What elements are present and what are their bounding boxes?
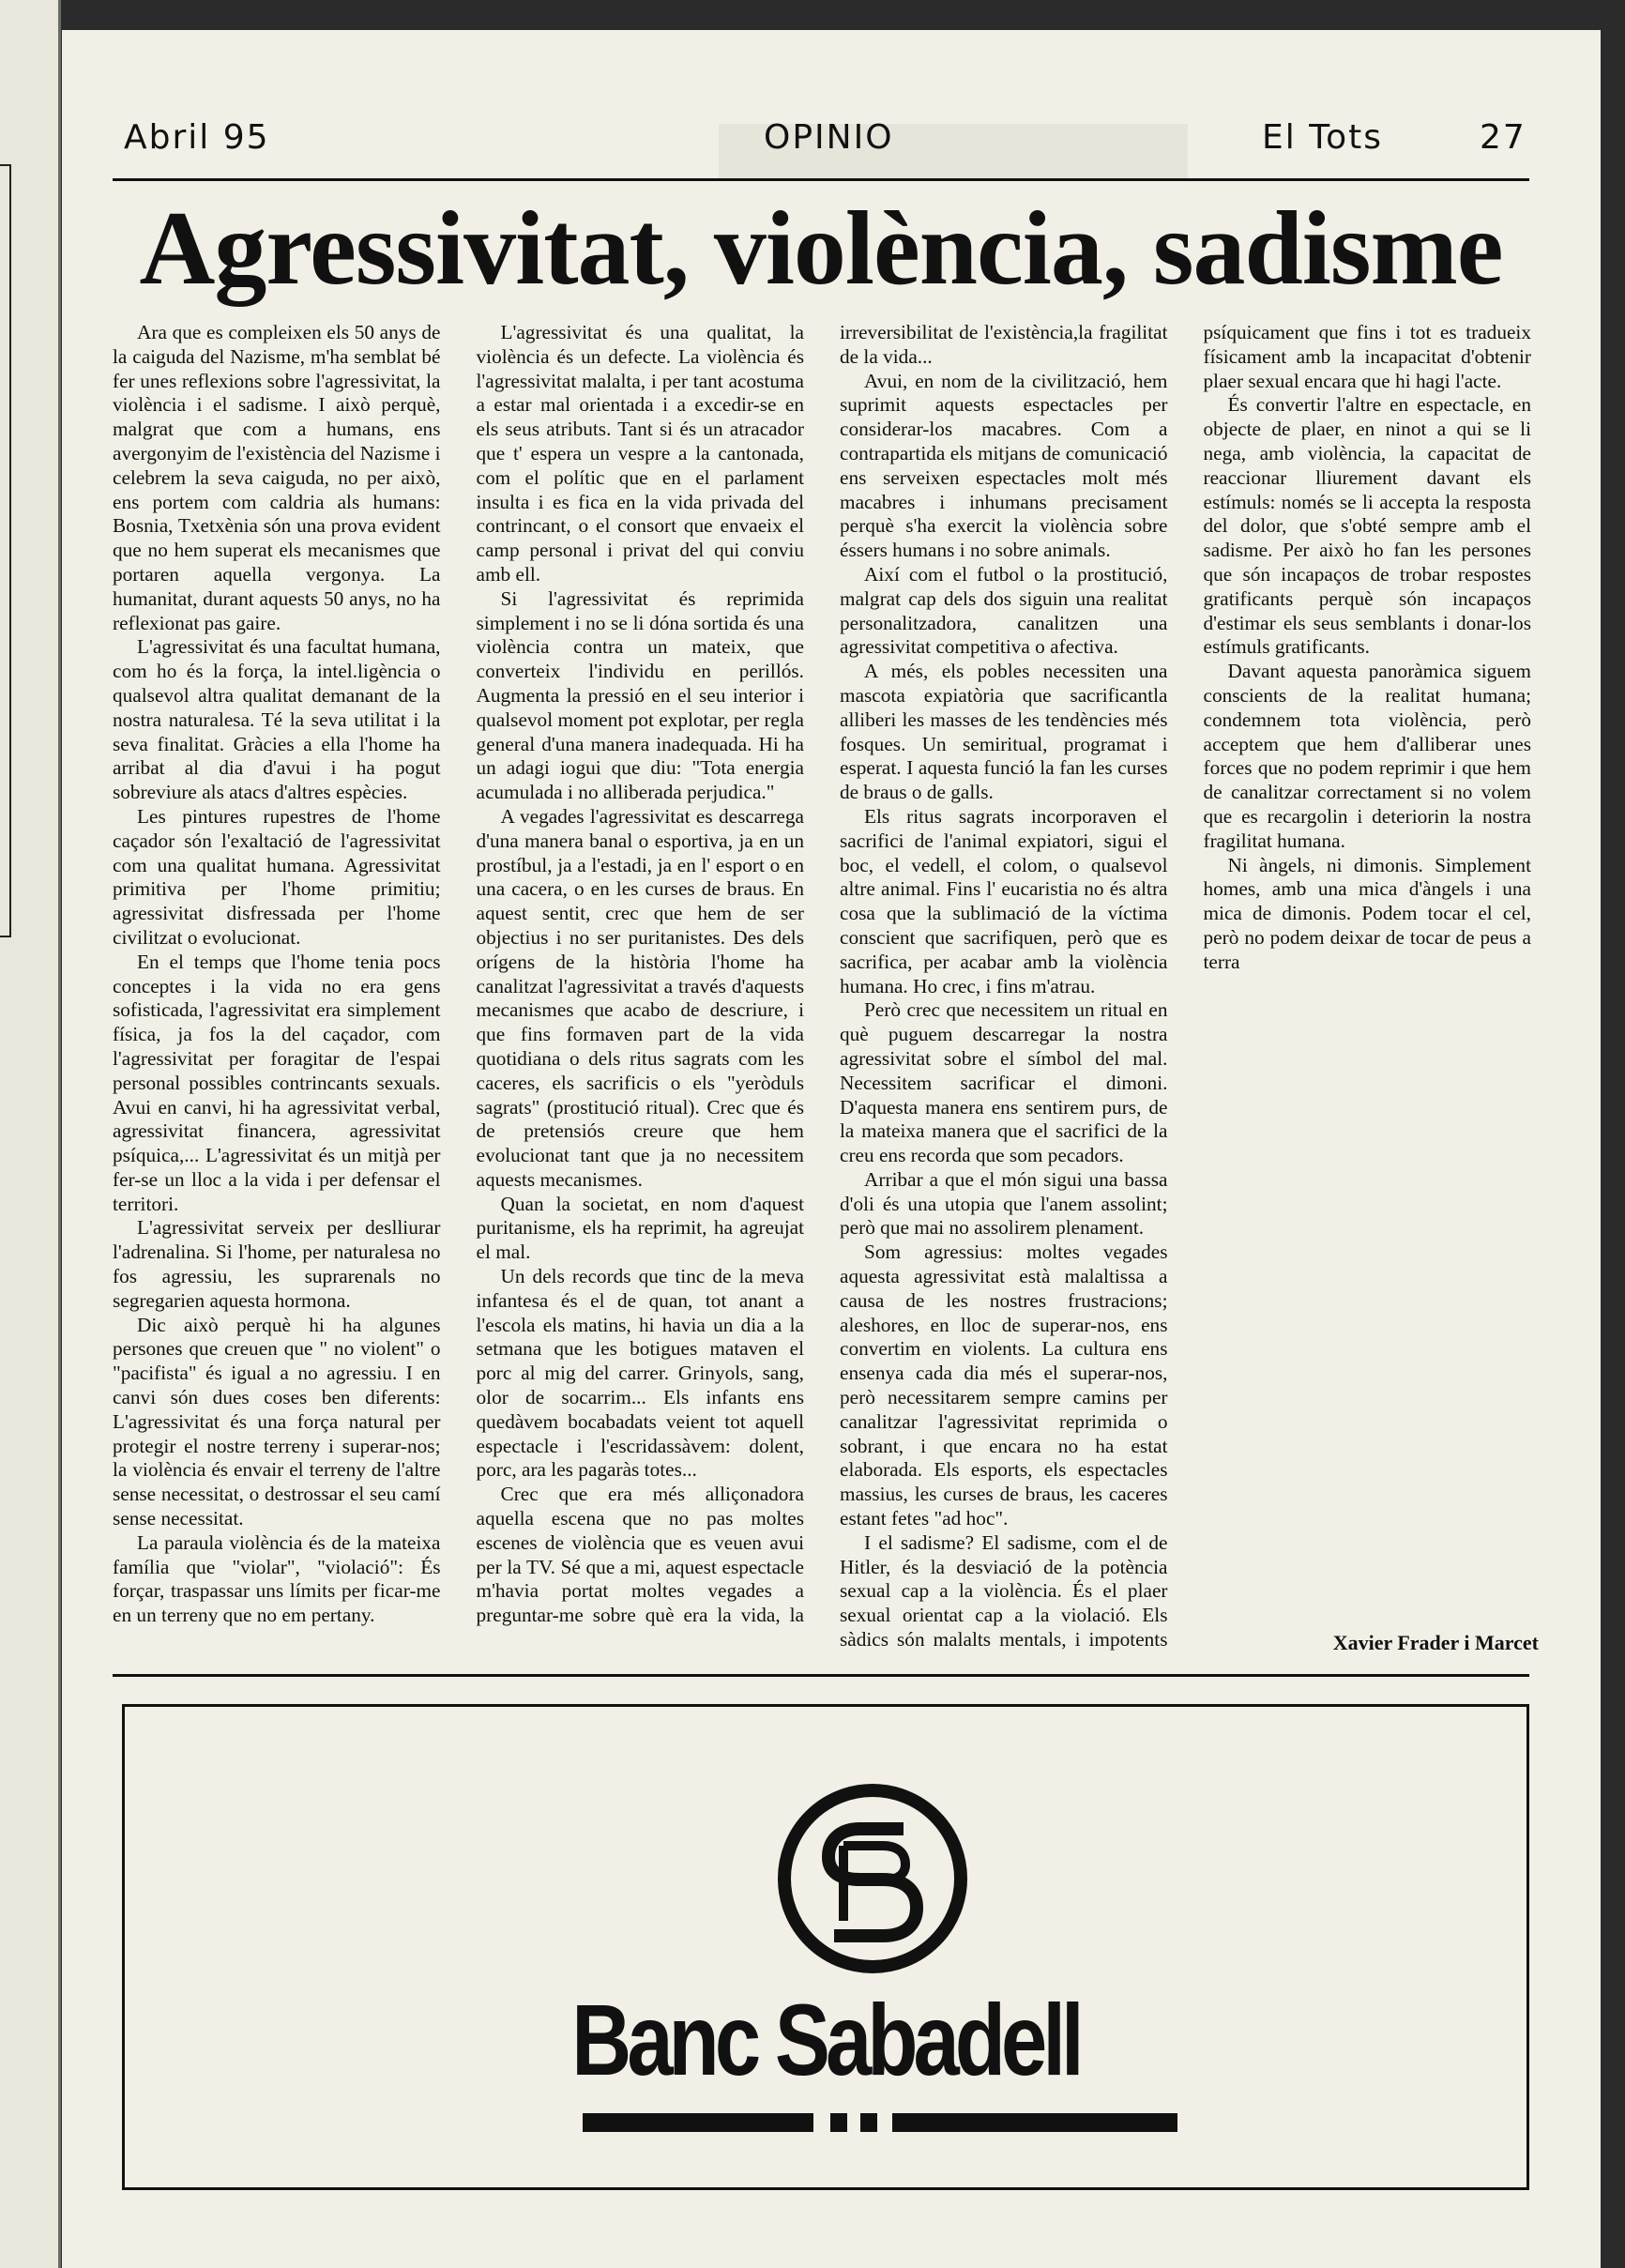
article-paragraph: Dic això perquè hi ha algunes persones que creuen que " no violent" o "pacifista" és igual a no agressiu. I en canvi són dues coses ben diferents: L'agressivitat és una força natural per protegir el nostre terreny i superar-nos; la violència és envair el terreny de l'altre sense necessitat, o destrossar el seu camí sense necessitat. bbox=[113, 1313, 441, 1530]
facing-page-edge bbox=[0, 0, 61, 2268]
article-paragraph: Els ritus sagrats incorporaven el sacrifici de l'animal expiatori, sigui el boc, el vedell, el colom, o qualsevol altre animal. Fins l' eucaristia no és altra cosa que la sublimació de la víctima conscient que sacrifiquen, però que es sacrifica, per acabar amb la violència humana. Ho crec, i fins m'atrau. bbox=[840, 804, 1168, 997]
article-paragraph: Ara que es compleixen els 50 anys de la caiguda del Nazisme, m'ha semblat bé fer unes reflexions sobre l'agressivitat, la violència i el sadisme. I això perquè, malgrat que com a humans, ens avergonyim de l'existència del Nazisme i celebrem la seva caiguda, no per això, ens portem com caldria als humans: Bosnia, Txetxènia són una prova evident que no hem superat els mecanismes que portaren aquella vergonya. La humanitat, durant aquests 50 anys, no ha reflexionat pas gaire. bbox=[113, 321, 441, 634]
article-paragraph: És convertir l'altre en espectacle, en objecte de plaer, en ninot a qui se li nega, amb violència, la capacitat de reaccionar lliurement davant els estímuls: només se li accepta la resposta del dolor, que s'obté sempre amb el sadisme. Per això ho fan les persones que són incapaços de trobar respostes gratificants perquè són incapaços d'estimar els seus semblants i donar-los estímuls gratificants. bbox=[1203, 393, 1531, 659]
facing-page-frame bbox=[0, 164, 11, 937]
article-body bbox=[113, 321, 1531, 1663]
section-name: OPINIO bbox=[764, 118, 894, 157]
article-paragraph: Si l'agressivitat és reprimida simplement i no se li dóna sortida és una violència contra un mateix, que converteix l'individu en perillós. Augmenta la pressió en el seu interior i qualsevol moment pot explotar, per regla general d'una manera inadequada. Hi ha un adagi iogui que diu: "Tota energia acumulada i no alliberada perjudica." bbox=[476, 586, 804, 804]
article-paragraph: L'agressivitat és una qualitat, la violència és un defecte. La violència és l'agressivitat malalta, i per tant acostuma a estar mal orientada i a excedir-se en els seus atributs. Tant si és un atracador que t' espera un vespre a la cantonada, com el polític que en el parlament insulta i es fica en la vida privada del contrincant, o el consort que envaeix el camp personal i privat del qui conviu amb ell. bbox=[476, 321, 804, 586]
article-paragraph: Però crec que necessitem un ritual en què puguem descarregar la nostra agressivitat sobre el símbol del mal. Necessitem sacrificar el dimoni. D'aquesta manera ens sentirem purs, de la mateixa manera que el sacrifici de la creu ens recorda que som pecadors. bbox=[840, 998, 1168, 1167]
article-paragraph: L'agressivitat serveix per deslliurar l'adrenalina. Si l'home, per naturalesa no fos agressiu, les suprarenals no segregarien aquesta hormona. bbox=[113, 1216, 441, 1312]
article-paragraph: L'agressivitat és una facultat humana, com ho és la força, la intel.ligència o qualsevol altra qualitat demanant de la nostra naturalesa. Té la seva utilitat i la seva finalitat. Gràcies a ella l'home ha arribat al dia d'avui i ha pogut sobreviure als atacs d'altres espècies. bbox=[113, 635, 441, 804]
brand-name: Banc Sabadell bbox=[571, 1983, 1080, 2096]
banc-sabadell-logo-icon bbox=[774, 1780, 971, 1977]
article-paragraph: Un dels records que tinc de la meva infantesa és el de quan, tot anant a l'escola els matins, hi havia un dia a la setmana que les botigues mataven el porc al mig del carrer. Grinyols, sang, olor de socarrim... Els infants ens quedàvem bocabadats veient tot aquell espectacle i l'escridassàvem: dolent, porc, ara les pagaràs totes... bbox=[476, 1265, 804, 1482]
article-paragraph: Les pintures rupestres de l'home caçador són l'exaltació de l'agressivitat com una qualitat humana. Agressivitat primitiva per l'home primitiu; agressivitat disfressada per l'home civilitzat o evolucionat. bbox=[113, 804, 441, 949]
article-paragraph: A vegades l'agressivitat es descarrega d'una manera banal o esportiva, ja en un prostíbul, ja a l'estadi, ja en l' esport o en una cacera, o en les curses de braus. En aquest sentit, crec que hem de ser objectius i no ser puritanistes. Des dels orígens de la història l'home ha canalitzat l'agressivitat a través d'aquests mecanismes que acabo de descriure, i que fins formaven part de la vida quotidiana o dels ritus sagrats com les caceres, els sacrificis o els "yeròduls sagrats" (prostitució ritual). Crec que és de pretensiós creure que hem evolucionat tant que ja no necessitem aquests mecanismes. bbox=[476, 804, 804, 1191]
article-paragraph: Avui, en nom de la civilització, hem suprimit aquests espectacles per considerar-los macabres. Com a contrapartida els mitjans de comunicació ens serveixen espectacles molt més macabres i inhumans precisament perquè s'ha exercit la violència sobre éssers humans i no sobre animals. bbox=[840, 369, 1168, 562]
author-byline: Xavier Frader i Marcet bbox=[1332, 1631, 1539, 1654]
section-divider bbox=[113, 1674, 1529, 1677]
issue-date: Abril 95 bbox=[124, 118, 270, 157]
article-paragraph: A més, els pobles necessiten una mascota expiatòria que sacrificantla alliberi les masses de les tendències més fosques. Un semiritual, programat i esperat. I aquesta funció la fan les curses de braus o de galls. bbox=[840, 660, 1168, 804]
article-paragraph: Som agressius: moltes vegades aquesta agressivitat està malaltissa a causa de les nostres frustracions; aleshores, en lloc de superar-nos, ens convertim en violents. La cultura ens ensenya cada dia més el superar-nos, però necessitarem sempre camins per canalitzar l'agressivitat reprimida o sobrant, i que encara no ha estat elaborada. Els esports, els espectacles massius, les curses de braus, les caceres estant fetes "ad hoc". bbox=[840, 1241, 1168, 1530]
article-paragraph: Davant aquesta panoràmica siguem conscients de la realitat humana; condemnem tota violència, però acceptem que hem d'alliberar unes forces que no podem reprimir i que hem de canalitzar correctament si no volem que es recargolin i deteriorin la nostra fragilitat humana. bbox=[1203, 660, 1531, 852]
stripe-bar bbox=[830, 2113, 847, 2132]
page-header bbox=[113, 107, 1529, 181]
article-paragraph: Així com el futbol o la prostitució, malgrat cap dels dos siguin una realitat personalitzadora, canalitzen una agressivitat competitiva o afectiva. bbox=[840, 562, 1168, 659]
bank-advertisement bbox=[122, 1704, 1529, 2190]
newspaper-page bbox=[62, 30, 1601, 2268]
publication-name: El Tots bbox=[1262, 118, 1383, 157]
article-paragraph: Ni àngels, ni dimonis. Simplement homes, amb una mica d'àngels i una mica de dimonis. Podem tocar el cel, però no podem deixar de tocar de peus a terra bbox=[1203, 853, 1531, 973]
article-paragraph: Quan la societat, en nom d'aquest puritanisme, els ha reprimit, ha agreujat el mal. bbox=[476, 1192, 804, 1264]
stripe-bar bbox=[892, 2113, 1177, 2132]
article-paragraph: La paraula violència és de la mateixa família que "violar", "violació": És forçar, traspassar uns límits per ficar-me en un terreny que no em pertany. bbox=[113, 1530, 441, 1627]
article-paragraph: Crec que era més alliçonadora aquella escena que no pas moltes escenes de violència que es veuen avui per la TV. Sé que a mi, aquest espectacle m'havia portat moltes vegades a preguntar-me sobre què era la vida, la irreversibilitat de l'existència,la fragilitat de la vida... bbox=[476, 321, 1168, 1627]
article-paragraph: I el sadisme? El sadisme, com el de Hitler, és la desviació de la potència sexual cap a la violència. És el plaer sexual orientat cap a la violació. Els sàdics són malalts mentals, i impotents psíquicament que fins i tot es tradueix físicament amb la incapacitat d'obtenir plaer sexual encara que hi hagi l'acte. bbox=[840, 321, 1531, 1652]
page-number: 27 bbox=[1480, 118, 1526, 157]
article-paragraph: En el temps que l'home tenia pocs conceptes i la vida no era gens sofisticada, l'agressivitat era simplement física, ja fos la del caçador, com l'agressivitat per foragitar de l'espai personal possibles contrincants sexuals. Avui en canvi, hi ha agressivitat verbal, agressivitat financera, agressivitat psíquica,... L'agressivitat és un mitjà per fer-se un lloc a la vida i per defensar el territori. bbox=[113, 950, 441, 1215]
article-paragraph: Arribar a que el món sigui una bassa d'oli és una utopia que l'anem assolint; però que mai no assolirem plenament. bbox=[840, 1167, 1168, 1240]
stripe-bar bbox=[583, 2113, 813, 2132]
article-title: Agressivitat, violència, sadisme bbox=[139, 190, 1503, 307]
stripe-bar bbox=[860, 2113, 877, 2132]
